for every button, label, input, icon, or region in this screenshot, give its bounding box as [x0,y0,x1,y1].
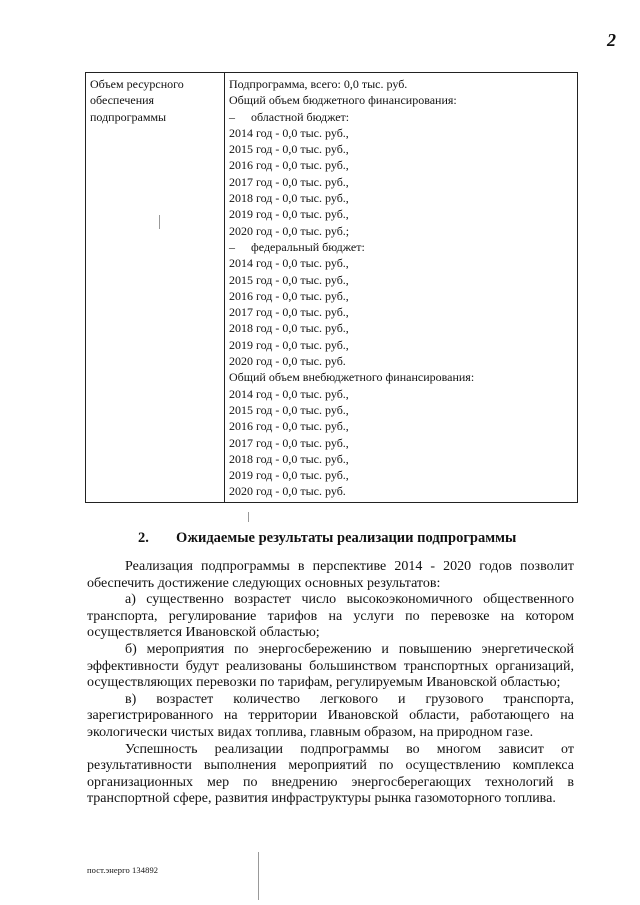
intro-paragraph: Реализация подпрограммы в перспективе 2014 - 2020 годов позволит обеспечить достижение следующих основных результатов: [87,559,574,591]
regional-line: 2018 год - 0,0 тыс. руб., [229,191,349,206]
federal-line: 2020 год - 0,0 тыс. руб. [229,354,346,369]
federal-line: 2016 год - 0,0 тыс. руб., [229,288,349,303]
budget-header: Общий объем бюджетного финансирования: [229,93,457,108]
result-item-c: в) возрастет количество легкового и грузового транспорта, зарегистрированного на территории Ивановской области, работающего на экологически чистых видах топлива, главным образом, на природном газе. [87,691,574,740]
extra-line: 2014 год - 0,0 тыс. руб., [229,386,349,401]
extra-line: 2015 год - 0,0 тыс. руб., [229,402,349,417]
result-item-b: б) мероприятия по энергосбережению и повышению энергетической эффективности будут реализованы большинством транспортных организаций, осуществляющих перевозки по тарифам, регулируемым Ивановской областью; [87,641,574,691]
page-number: 2 [607,30,616,50]
extra-line: 2017 год - 0,0 тыс. руб., [229,435,349,450]
extra-line: 2016 год - 0,0 тыс. руб., [229,419,349,434]
regional-line: 2017 год - 0,0 тыс. руб., [229,174,349,189]
extra-line: 2019 год - 0,0 тыс. руб., [229,468,349,483]
section-number: 2. [138,530,149,546]
regional-line: 2014 год - 0,0 тыс. руб., [229,125,349,140]
regional-line: 2019 год - 0,0 тыс. руб., [229,207,349,222]
result-item-a: а) существенно возрастет число высокоэкономичного общественного транспорта, регулирование тарифов на услуги по перевозке на котором осуществляется Ивановской областью; [87,592,574,641]
resource-label-line: обеспечения [90,93,155,108]
extra-line: 2020 год - 0,0 тыс. руб. [229,484,346,499]
regional-line: 2015 год - 0,0 тыс. руб., [229,142,349,157]
federal-line: 2014 год - 0,0 тыс. руб., [229,256,349,271]
section-heading [138,530,516,547]
section-title: Ожидаемые результаты реализации подпрограммы [176,530,517,546]
federal-budget-label: – федеральный бюджет: [229,239,365,254]
scan-mark [258,852,259,900]
federal-line: 2019 год - 0,0 тыс. руб., [229,337,349,352]
footer-code: пост.энерго 134892 [87,865,159,875]
scan-mark [248,512,249,522]
extra-line: 2018 год - 0,0 тыс. руб., [229,451,349,466]
resource-label-line: Объем ресурсного [90,77,184,91]
extra-budget-header: Общий объем внебюджетного финансирования: [229,370,475,385]
total-line: Подпрограмма, всего: 0,0 тыс. руб. [229,77,408,91]
scan-mark [159,215,160,229]
regional-budget-label: – областной бюджет: [229,109,350,124]
regional-line: 2016 год - 0,0 тыс. руб., [229,158,349,173]
federal-line: 2015 год - 0,0 тыс. руб., [229,272,349,287]
federal-line: 2017 год - 0,0 тыс. руб., [229,305,349,320]
resource-label-line: подпрограммы [90,109,167,124]
resource-table [85,72,578,503]
resource-label-cell [86,73,225,503]
federal-budget-text: федеральный бюджет: [251,239,365,254]
federal-line: 2018 год - 0,0 тыс. руб., [229,321,349,336]
resource-values-cell [225,73,578,503]
body-text [87,559,574,808]
regional-line: 2020 год - 0,0 тыс. руб.; [229,223,350,238]
regional-budget-text: областной бюджет: [251,109,350,124]
conclusion-paragraph: Успешность реализации подпрограммы во многом зависит от результативности выполнения мероприятий по осуществлению комплекса организационных мер по внедрению энергосберегающих технологий в транспортной сфере, развития инфраструктуры рынка газомоторного топлива. [87,741,574,807]
